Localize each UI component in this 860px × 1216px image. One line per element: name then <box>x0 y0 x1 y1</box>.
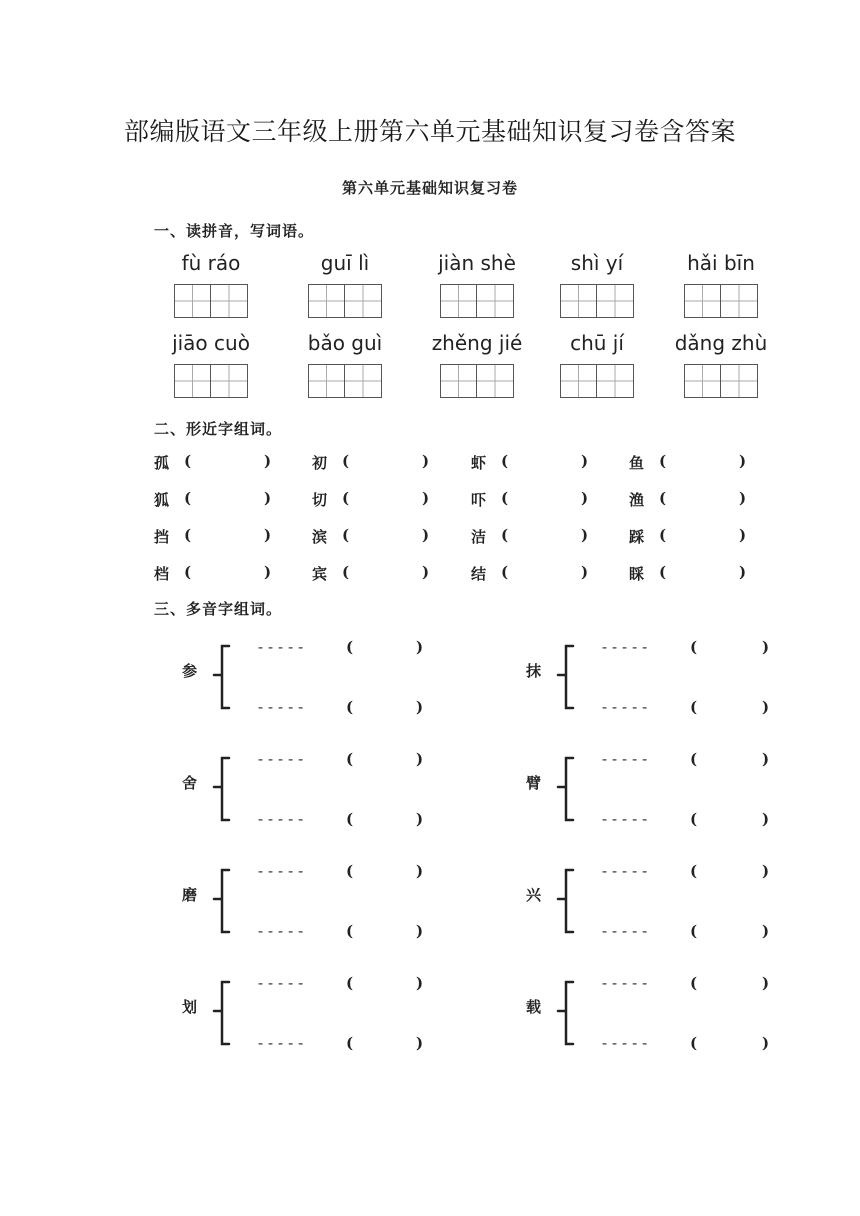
similar-char: 洁 <box>471 528 487 546</box>
close-paren: ) <box>264 563 272 581</box>
similar-char-item <box>629 563 754 585</box>
pinyin-text: jiāo cuò <box>172 331 250 355</box>
section-2-heading: 二、形近字组词。 <box>154 420 283 438</box>
pinyin-blank-line[interactable]: ----- <box>600 810 651 828</box>
polyphone-char: 抹 <box>526 662 542 680</box>
similar-char-item <box>471 452 596 474</box>
open-paren: ( <box>690 1034 698 1052</box>
brace-bracket <box>202 974 232 1054</box>
open-paren: ( <box>346 810 354 828</box>
close-paren: ) <box>762 974 770 992</box>
tianzige-answer-box[interactable] <box>440 284 514 318</box>
answer-blank[interactable] <box>515 489 575 509</box>
pinyin-blank-line[interactable]: ----- <box>256 862 307 880</box>
tianzige-cell[interactable] <box>211 285 247 317</box>
tianzige-answer-box[interactable] <box>440 364 514 398</box>
pinyin-text: guī lì <box>320 251 370 275</box>
open-paren: ( <box>659 526 667 544</box>
polyphone-group <box>182 750 502 830</box>
close-paren: ) <box>264 526 272 544</box>
document-title: 部编版语文三年级上册第六单元基础知识复习卷含答案 <box>123 117 736 146</box>
open-paren: ( <box>346 922 354 940</box>
similar-char: 滨 <box>312 528 328 546</box>
close-paren: ) <box>416 750 424 768</box>
pinyin-text: zhěng jié <box>431 331 523 355</box>
tianzige-cell[interactable] <box>477 285 513 317</box>
open-paren: ( <box>346 750 354 768</box>
close-paren: ) <box>422 563 430 581</box>
tianzige-cell[interactable] <box>477 365 513 397</box>
pinyin-blank-line[interactable]: ----- <box>256 1034 307 1052</box>
close-paren: ) <box>762 862 770 880</box>
similar-char: 狐 <box>154 491 170 509</box>
answer-blank[interactable] <box>673 563 733 583</box>
tianzige-cell[interactable] <box>597 365 633 397</box>
polyphone-char: 舍 <box>182 774 198 792</box>
tianzige-answer-box[interactable] <box>174 284 248 318</box>
polyphone-char: 载 <box>526 998 542 1016</box>
polyphone-char: 参 <box>182 662 198 680</box>
pinyin-item <box>141 330 281 402</box>
worksheet-subtitle: 第六单元基础知识复习卷 <box>341 179 518 197</box>
pinyin-item <box>527 330 667 402</box>
close-paren: ) <box>416 810 424 828</box>
close-paren: ) <box>264 489 272 507</box>
brace-bracket <box>546 974 576 1054</box>
tianzige-cell[interactable] <box>345 365 381 397</box>
open-paren: ( <box>501 489 509 507</box>
pinyin-text: fù ráo <box>181 251 241 275</box>
tianzige-cell[interactable] <box>561 365 597 397</box>
pinyin-blank-line[interactable]: ----- <box>256 638 307 656</box>
tianzige-answer-box[interactable] <box>308 364 382 398</box>
open-paren: ( <box>184 563 192 581</box>
close-paren: ) <box>264 452 272 470</box>
pinyin-blank-line[interactable]: ----- <box>600 698 651 716</box>
tianzige-cell[interactable] <box>441 285 477 317</box>
pinyin-text: jiàn shè <box>438 251 516 275</box>
open-paren: ( <box>690 810 698 828</box>
similar-char: 睬 <box>629 565 645 583</box>
polyphone-char: 磨 <box>182 886 198 904</box>
answer-blank[interactable] <box>198 563 258 583</box>
similar-char-item <box>312 452 437 474</box>
similar-char: 初 <box>312 454 328 472</box>
answer-blank[interactable] <box>515 526 575 546</box>
similar-char-item <box>154 489 279 511</box>
close-paren: ) <box>581 452 589 470</box>
similar-char-item <box>471 489 596 511</box>
similar-char: 结 <box>471 565 487 583</box>
pinyin-blank-line[interactable]: ----- <box>256 698 307 716</box>
answer-blank[interactable] <box>515 452 575 472</box>
similar-char-item <box>629 489 754 511</box>
brace-bracket <box>546 638 576 718</box>
section-1-heading: 一、读拼音，写词语。 <box>154 222 315 240</box>
open-paren: ( <box>690 750 698 768</box>
answer-blank[interactable] <box>356 452 416 472</box>
open-paren: ( <box>346 862 354 880</box>
similar-char: 宾 <box>312 565 328 583</box>
pinyin-blank-line[interactable]: ----- <box>256 974 307 992</box>
close-paren: ) <box>739 452 747 470</box>
brace-bracket <box>546 750 576 830</box>
pinyin-blank-line[interactable]: ----- <box>256 922 307 940</box>
tianzige-cell[interactable] <box>175 285 211 317</box>
similar-char-item <box>312 526 437 548</box>
similar-char: 切 <box>312 491 328 509</box>
answer-blank[interactable] <box>356 489 416 509</box>
similar-char: 鱼 <box>629 454 645 472</box>
pinyin-item <box>275 250 415 322</box>
pinyin-item <box>407 330 547 402</box>
pinyin-item <box>275 330 415 402</box>
similar-char: 档 <box>154 565 170 583</box>
pinyin-text: shì yí <box>570 251 624 275</box>
polyphone-group <box>182 862 502 942</box>
tianzige-cell[interactable] <box>561 285 597 317</box>
answer-blank[interactable] <box>198 452 258 472</box>
answer-blank[interactable] <box>356 526 416 546</box>
open-paren: ( <box>501 563 509 581</box>
open-paren: ( <box>501 452 509 470</box>
close-paren: ) <box>422 526 430 544</box>
open-paren: ( <box>690 862 698 880</box>
brace-bracket <box>202 862 232 942</box>
open-paren: ( <box>342 452 350 470</box>
similar-char: 挡 <box>154 528 170 546</box>
pinyin-blank-line[interactable]: ----- <box>600 1034 651 1052</box>
polyphone-group <box>526 862 846 942</box>
pinyin-item <box>141 250 281 322</box>
open-paren: ( <box>501 526 509 544</box>
tianzige-cell[interactable] <box>211 365 247 397</box>
similar-char: 虾 <box>471 454 487 472</box>
close-paren: ) <box>416 922 424 940</box>
pinyin-blank-line[interactable]: ----- <box>600 638 651 656</box>
close-paren: ) <box>422 489 430 507</box>
similar-char-item <box>471 526 596 548</box>
close-paren: ) <box>762 922 770 940</box>
close-paren: ) <box>416 974 424 992</box>
answer-blank[interactable] <box>198 526 258 546</box>
close-paren: ) <box>422 452 430 470</box>
answer-blank[interactable] <box>673 452 733 472</box>
pinyin-item <box>407 250 547 322</box>
pinyin-blank-line[interactable]: ----- <box>600 862 651 880</box>
similar-char-item <box>471 563 596 585</box>
close-paren: ) <box>739 526 747 544</box>
close-paren: ) <box>739 563 747 581</box>
close-paren: ) <box>762 750 770 768</box>
close-paren: ) <box>762 1034 770 1052</box>
polyphone-char: 兴 <box>526 886 542 904</box>
section-3-heading: 三、多音字组词。 <box>154 600 283 618</box>
polyphone-group <box>526 638 846 718</box>
tianzige-cell[interactable] <box>175 365 211 397</box>
tianzige-cell[interactable] <box>721 365 757 397</box>
open-paren: ( <box>690 638 698 656</box>
pinyin-item <box>527 250 667 322</box>
close-paren: ) <box>416 698 424 716</box>
open-paren: ( <box>690 922 698 940</box>
open-paren: ( <box>659 489 667 507</box>
polyphone-group <box>526 974 846 1054</box>
tianzige-answer-box[interactable] <box>308 284 382 318</box>
open-paren: ( <box>342 489 350 507</box>
open-paren: ( <box>184 526 192 544</box>
open-paren: ( <box>659 452 667 470</box>
open-paren: ( <box>690 698 698 716</box>
brace-bracket <box>546 862 576 942</box>
polyphone-group <box>182 974 502 1054</box>
answer-blank[interactable] <box>673 489 733 509</box>
pinyin-blank-line[interactable]: ----- <box>256 750 307 768</box>
answer-blank[interactable] <box>356 563 416 583</box>
tianzige-cell[interactable] <box>685 285 721 317</box>
tianzige-cell[interactable] <box>309 285 345 317</box>
answer-blank[interactable] <box>515 563 575 583</box>
answer-blank[interactable] <box>198 489 258 509</box>
tianzige-cell[interactable] <box>597 285 633 317</box>
similar-char-item <box>312 489 437 511</box>
tianzige-answer-box[interactable] <box>684 364 758 398</box>
tianzige-answer-box[interactable] <box>174 364 248 398</box>
open-paren: ( <box>346 1034 354 1052</box>
tianzige-cell[interactable] <box>721 285 757 317</box>
close-paren: ) <box>581 489 589 507</box>
tianzige-answer-box[interactable] <box>560 284 634 318</box>
open-paren: ( <box>690 974 698 992</box>
pinyin-item <box>651 250 791 322</box>
pinyin-text: bǎo guì <box>307 331 383 355</box>
close-paren: ) <box>739 489 747 507</box>
open-paren: ( <box>346 698 354 716</box>
similar-char-item <box>629 526 754 548</box>
tianzige-cell[interactable] <box>685 365 721 397</box>
polyphone-group <box>526 750 846 830</box>
similar-char-item <box>154 452 279 474</box>
close-paren: ) <box>416 1034 424 1052</box>
similar-char-item <box>312 563 437 585</box>
tianzige-answer-box[interactable] <box>684 284 758 318</box>
pinyin-blank-line[interactable]: ----- <box>600 750 651 768</box>
close-paren: ) <box>416 862 424 880</box>
open-paren: ( <box>346 974 354 992</box>
similar-char: 渔 <box>629 491 645 509</box>
pinyin-text: dǎng zhù <box>674 331 768 355</box>
close-paren: ) <box>762 638 770 656</box>
close-paren: ) <box>581 526 589 544</box>
brace-bracket <box>202 638 232 718</box>
pinyin-blank-line[interactable]: ----- <box>256 810 307 828</box>
polyphone-char: 划 <box>182 998 198 1016</box>
close-paren: ) <box>416 638 424 656</box>
open-paren: ( <box>184 452 192 470</box>
similar-char: 孤 <box>154 454 170 472</box>
similar-char: 踩 <box>629 528 645 546</box>
similar-char-item <box>154 526 279 548</box>
open-paren: ( <box>184 489 192 507</box>
tianzige-cell[interactable] <box>441 365 477 397</box>
open-paren: ( <box>342 563 350 581</box>
pinyin-blank-line[interactable]: ----- <box>600 974 651 992</box>
open-paren: ( <box>342 526 350 544</box>
pinyin-blank-line[interactable]: ----- <box>600 922 651 940</box>
similar-char-item <box>154 563 279 585</box>
pinyin-text: chū jí <box>570 331 624 355</box>
pinyin-item <box>651 330 791 402</box>
pinyin-text: hǎi bīn <box>687 251 755 275</box>
brace-bracket <box>202 750 232 830</box>
answer-blank[interactable] <box>673 526 733 546</box>
polyphone-group <box>182 638 502 718</box>
close-paren: ) <box>762 810 770 828</box>
polyphone-char: 臂 <box>526 774 542 792</box>
similar-char-item <box>629 452 754 474</box>
close-paren: ) <box>762 698 770 716</box>
open-paren: ( <box>659 563 667 581</box>
tianzige-cell[interactable] <box>309 365 345 397</box>
similar-char: 吓 <box>471 491 487 509</box>
open-paren: ( <box>346 638 354 656</box>
close-paren: ) <box>581 563 589 581</box>
tianzige-cell[interactable] <box>345 285 381 317</box>
tianzige-answer-box[interactable] <box>560 364 634 398</box>
